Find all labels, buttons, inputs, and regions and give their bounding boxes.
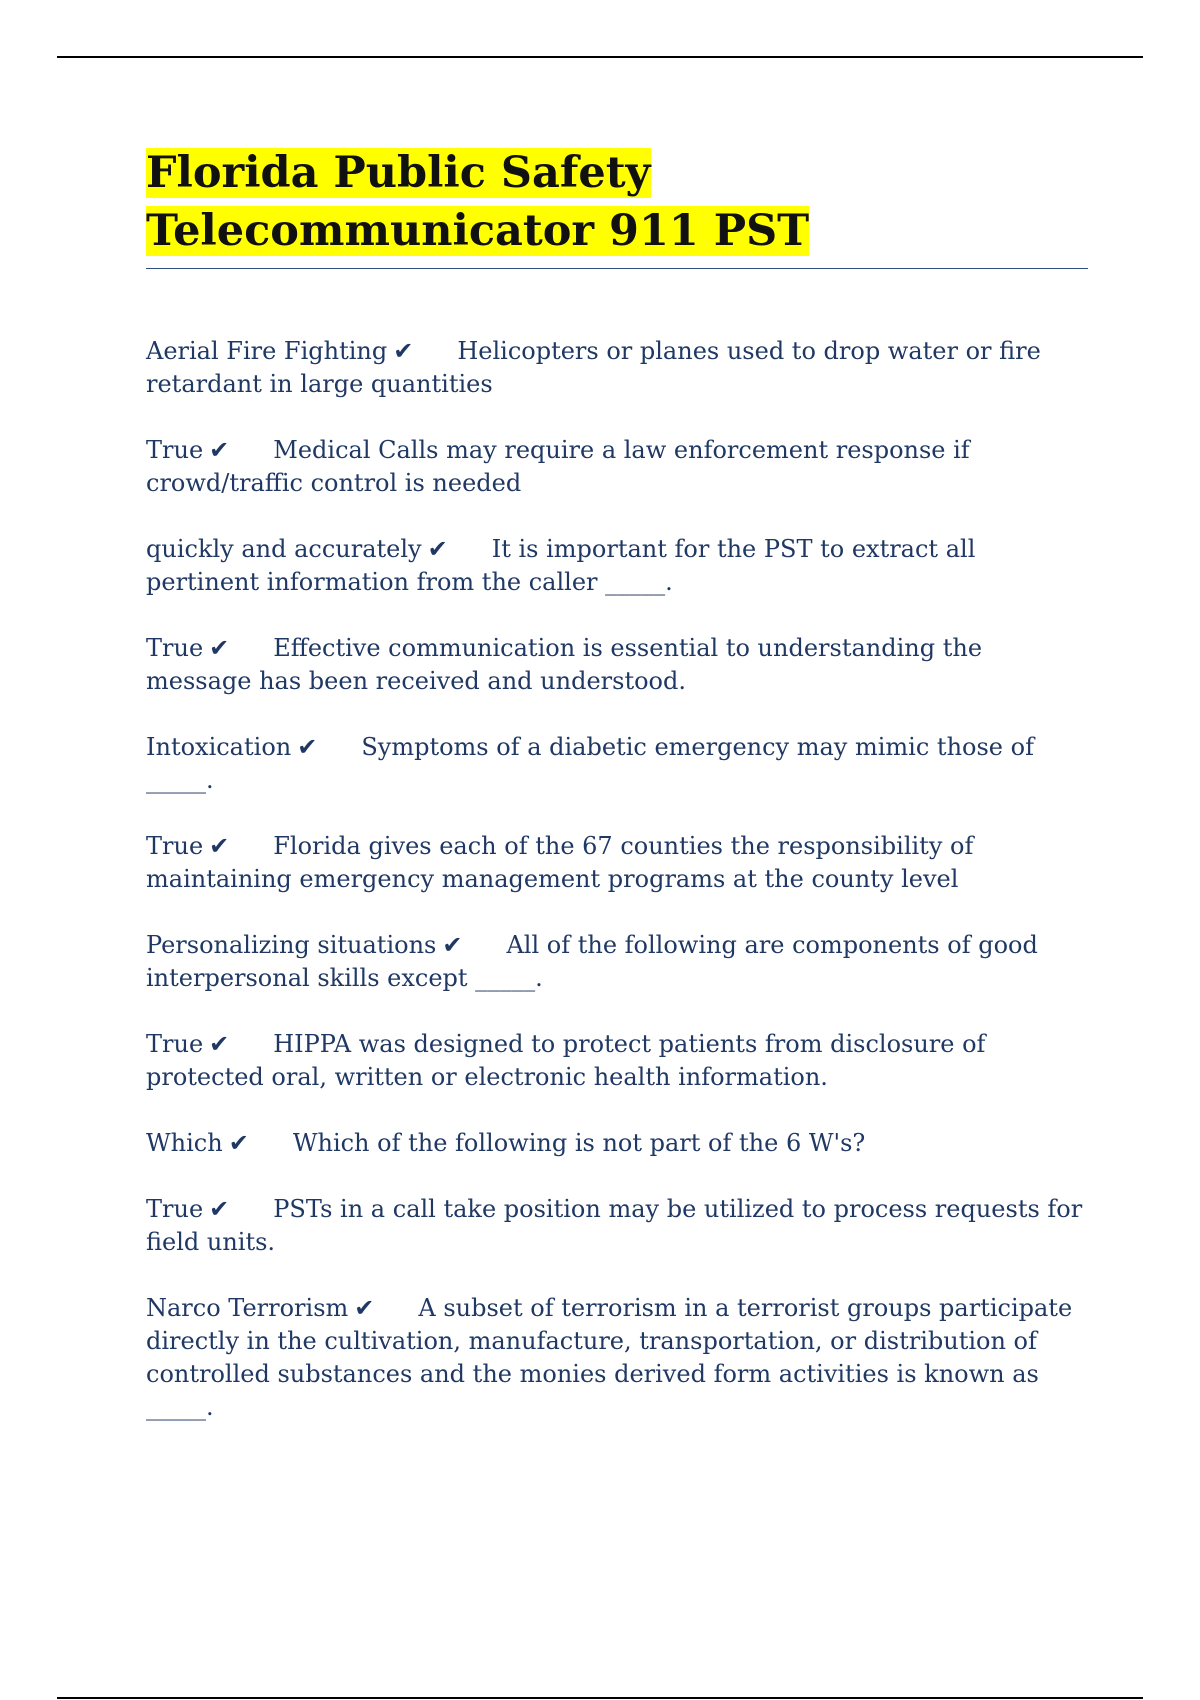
qa-answer: True [146, 832, 204, 860]
qa-answer: True [146, 1030, 204, 1058]
check-icon: ✔ [427, 535, 448, 563]
check-icon: ✔ [209, 436, 230, 464]
check-icon: ✔ [209, 1030, 230, 1058]
qa-question: All of the following are components of good interpersonal skills except _____. [146, 931, 1038, 992]
qa-answer: Personalizing situations [146, 931, 437, 959]
check-icon: ✔ [297, 733, 318, 761]
page-top-rule [57, 56, 1143, 58]
qa-answer: True [146, 436, 204, 464]
qa-answer: True [146, 1195, 204, 1223]
qa-question: Helicopters or planes used to drop water or fire retardant in large quantities [146, 337, 1041, 398]
check-icon: ✔ [209, 832, 230, 860]
qa-question: Effective communication is essential to understanding the message has been received and understood. [146, 634, 983, 695]
qa-item [146, 434, 1088, 500]
qa-question: HIPPA was designed to protect patients from disclosure of protected oral, written or electronic health information. [146, 1030, 986, 1091]
check-icon: ✔ [442, 931, 463, 959]
qa-question: A subset of terrorism in a terrorist groups participate directly in the cultivation, manufacture, transportation, or distribution of controlled substances and the monies derived form activities is known as _____. [146, 1294, 1073, 1421]
qa-answer: Narco Terrorism [146, 1294, 349, 1322]
qa-item [146, 335, 1088, 401]
document-title-text: Florida Public Safety Telecommunicator 911 PST [146, 148, 810, 256]
qa-item [146, 533, 1088, 599]
document-body [146, 144, 1088, 1457]
qa-item [146, 1193, 1088, 1259]
qa-question: PSTs in a call take position may be utilized to process requests for field units. [146, 1195, 1083, 1256]
qa-answer: Aerial Fire Fighting [146, 337, 388, 365]
qa-list [146, 335, 1088, 1424]
qa-question: Which of the following is not part of the 6 W's? [292, 1129, 866, 1157]
qa-item [146, 1292, 1088, 1424]
qa-item [146, 929, 1088, 995]
qa-question: Florida gives each of the 67 counties the responsibility of maintaining emergency management programs at the county level [146, 832, 974, 893]
qa-item [146, 1127, 1088, 1160]
qa-question: Medical Calls may require a law enforcement response if crowd/traffic control is needed [146, 436, 970, 497]
qa-answer: quickly and accurately [146, 535, 422, 563]
qa-answer: Intoxication [146, 733, 292, 761]
qa-answer: True [146, 634, 204, 662]
document-title [146, 144, 1088, 260]
check-icon: ✔ [228, 1129, 249, 1157]
qa-item [146, 632, 1088, 698]
qa-answer: Which [146, 1129, 223, 1157]
check-icon: ✔ [209, 634, 230, 662]
qa-item [146, 830, 1088, 896]
check-icon: ✔ [209, 1195, 230, 1223]
title-block [146, 144, 1088, 269]
qa-item [146, 731, 1088, 797]
check-icon: ✔ [354, 1294, 375, 1322]
check-icon: ✔ [393, 337, 414, 365]
page-bottom-rule [57, 1697, 1143, 1699]
qa-question: It is important for the PST to extract all pertinent information from the caller _____. [146, 535, 976, 596]
qa-question: Symptoms of a diabetic emergency may mimic those of _____. [146, 733, 1034, 794]
qa-item [146, 1028, 1088, 1094]
